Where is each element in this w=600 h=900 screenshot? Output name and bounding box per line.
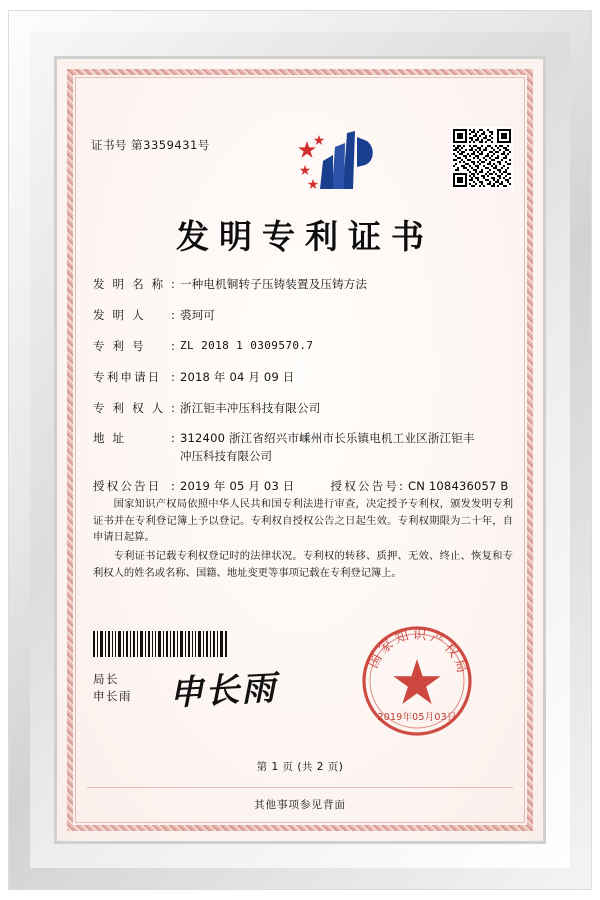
field-label: 授权公告日: [93, 479, 162, 494]
field-label: 专 利 号: [93, 338, 146, 353]
field-application-date: [93, 370, 513, 384]
field-patentee: [93, 401, 513, 415]
field-patent-number: [93, 339, 513, 353]
field-colon: :: [171, 431, 175, 446]
paragraph-1: 国家知识产权局依照中华人民共和国专利法进行审查，决定授予专利权，颁发发明专利证书并在专利登记簿上予以登记。专利权自授权公告之日起生效。专利权期限为二十年，自申请日起算。: [93, 498, 513, 544]
field-colon-2: :: [399, 479, 403, 494]
seal-date: 2019年05月03日: [377, 712, 457, 723]
field-address-line2: 冲压科技有限公司: [180, 448, 272, 463]
field-list: [93, 277, 513, 510]
field-value: 一种电机铜转子压铸装置及压铸方法: [180, 277, 368, 291]
paragraph-2: 专利证书记载专利权登记时的法律状况。专利权的转移、质押、无效、终止、恢复和专利权人的姓名或名称、国籍、地址变更等事项记载在专利登记簿上。: [93, 550, 513, 579]
svg-text:国家知识产权局: 国家知识产权局: [365, 626, 472, 678]
page-number: 第 1 页 (共 2 页): [256, 761, 344, 773]
field-colon: :: [171, 369, 175, 384]
signature-labels: [93, 671, 132, 704]
field-colon: :: [171, 400, 175, 415]
field-value: 2018 年 04 月 09 日: [180, 369, 295, 384]
qr-code: [451, 127, 513, 189]
field-value: 312400 浙江省绍兴市嵊州市长乐镇电机工业区浙江钜丰: [180, 431, 475, 446]
field-address: [93, 431, 513, 445]
field-label-2: 授权公告号: [330, 479, 400, 494]
field-value: ZL 2018 1 0309570.7: [180, 338, 314, 352]
field-label: 发 明 名 称: [93, 277, 166, 291]
field-value: 裘珂可: [180, 307, 216, 322]
director-name: 申长雨: [93, 688, 132, 703]
field-value-2: CN 108436057 B: [408, 479, 509, 494]
footer-divider: [87, 787, 513, 788]
field-colon: :: [171, 479, 175, 494]
official-seal: [355, 619, 479, 743]
handwritten-signature: 申长雨: [168, 668, 279, 714]
field-grant-announcement: [93, 479, 513, 493]
field-label: 地 址: [93, 431, 127, 446]
page-title: 发明专利证书: [176, 217, 434, 256]
field-label: 专利申请日: [93, 369, 162, 384]
cnipa-logo-icon: [295, 127, 381, 201]
field-inventor: [93, 308, 513, 322]
field-colon: :: [171, 307, 175, 322]
barcode: [91, 631, 229, 657]
field-colon: :: [171, 338, 175, 353]
field-label: 专 利 权 人: [93, 400, 166, 415]
field-invention-name: [93, 277, 513, 291]
patent-certificate: [57, 59, 543, 841]
footer-note: 其他事项参见背面: [254, 799, 346, 811]
field-colon: :: [171, 277, 175, 291]
field-value: 浙江钜丰冲压科技有限公司: [180, 400, 321, 415]
certificate-number: 证书号 第3359431号: [91, 138, 210, 152]
director-label: 局长: [93, 672, 119, 686]
legal-text: [93, 496, 513, 583]
field-label: 发 明 人: [93, 307, 146, 322]
field-value: 2019 年 05 月 03 日: [180, 479, 295, 494]
